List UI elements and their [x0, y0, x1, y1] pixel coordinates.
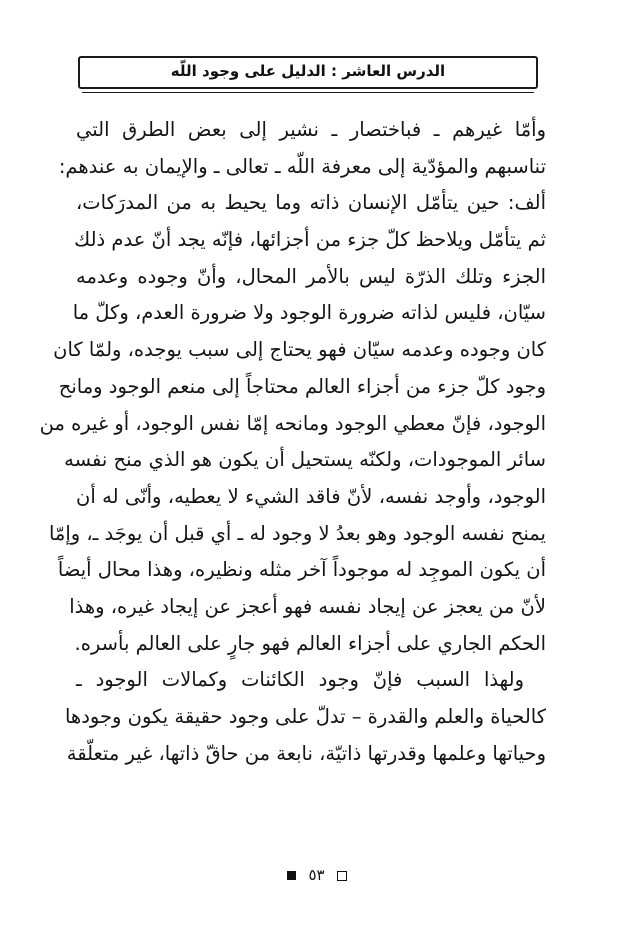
text-line: سائر الموجودات، ولكنّه يستحيل أن يكون هو الذي منح نفسه: [64, 448, 546, 472]
text-line: ثم يتأمّل ويلاحظ كلّ جزء من أجزائها، فإنّه يجد أنّ عدم ذلك: [74, 228, 546, 252]
chapter-header-box: [78, 56, 538, 89]
text-line: الحكم الجاري على أجزاء العالم فهو جارٍ على العالم بأسره.: [74, 631, 546, 655]
text-line: كان وجوده وعدمه سيّان فهو يحتاج إلى سبب يوجده، ولمّا كان: [53, 338, 546, 362]
text-line: ألف: حين يتأمّل الإنسان ذاته وما يحيط به من المدرَكات،: [76, 191, 546, 215]
text-line: أن يكون الموجِد له موجوداً آخر مثله ونظيره، وهذا محال أيضاً: [57, 558, 546, 582]
filled-square-icon: [287, 871, 296, 880]
text-line: الوجود، فإنّ معطي الوجود ومانحه إمّا نفس الوجود، أو غيره من: [39, 411, 546, 435]
text-line: وحياتها وعلمها وقدرتها ذاتيّة، نابعة من حاقّ ذاتها، غير متعلّقة: [66, 741, 546, 765]
text-line: الوجود، وأوجد نفسه، لأنّ فاقد الشيء لا يعطيه، وأنّى له أن: [76, 484, 546, 508]
page-footer: [0, 866, 634, 884]
text-line: يمنح نفسه الوجود وهو بعدُ لا وجود له ـ أي قبل أن يوجَد ـ، وإمّا: [48, 521, 546, 545]
text-line: ولهذا السبب فإنّ وجود الكائنات وكمالات الوجود ـ: [76, 668, 524, 692]
body-text: [39, 112, 546, 772]
text-line: كالحياة والعلم والقدرة – تدلّ على وجود حقيقة يكون وجودها: [64, 705, 546, 728]
text-line: سيّان، فليس لذاته ضرورة الوجود ولا ضرورة العدم، وكلّ ما: [72, 301, 546, 325]
text-line: لأنّ من يعجز عن إيجاد نفسه فهو أعجز عن إيجاد غيره، وهذا: [69, 594, 546, 618]
text-line: تناسبهم والمؤدّية إلى معرفة اللّه ـ تعالى ـ والإيمان به عندهم:: [58, 154, 546, 178]
text-line: وجود كلّ جزء من أجزاء العالم محتاجاً إلى منعم الوجود ومانح: [58, 374, 546, 398]
text-line: الجزء وتلك الذرّة ليس بالأمر المحال، وأنّ وجوده وعدمه: [76, 264, 546, 288]
page-number: ٥٣: [308, 866, 325, 884]
text-line: وأمّا غيرهم ـ فباختصار ـ نشير إلى بعض الطرق التي: [76, 118, 546, 141]
chapter-title: الدرس العاشر : الدليل على وجود اللّه: [170, 62, 446, 80]
hollow-square-icon: [337, 871, 347, 881]
